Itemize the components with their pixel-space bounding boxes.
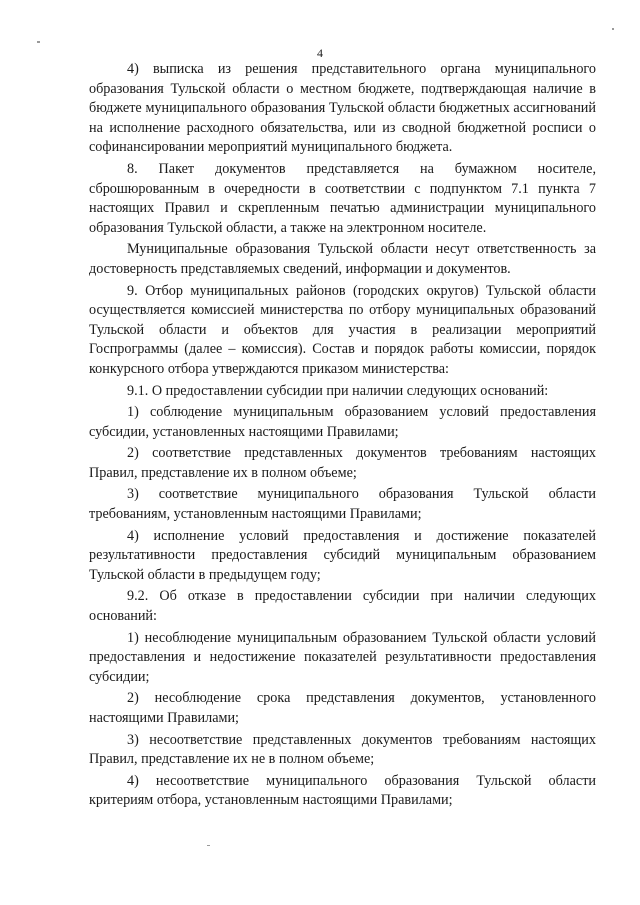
paragraph-responsibility: Муниципальные образования Тульской области несут ответственность за достоверность представляемых сведений, информации и документов. bbox=[89, 241, 596, 277]
list-item: 3) несоответствие представленных документов требованиям настоящих Правил, представление их не в полном объеме; bbox=[89, 731, 596, 768]
list-item: 4) исполнение условий предоставления и достижение показателей результативности предоставления субсидий муниципальным образованием Тульской области в предыдущем году; bbox=[89, 527, 596, 583]
scan-speck bbox=[612, 28, 614, 30]
paragraph-item-8: 8. Пакет документов представляется на бумажном носителе, сброшюрованным в очередности в соответствии с подпунктом 7.1 пункта 7 настоящих Правил и скрепленным печатью администрации муниципального образования Тульской области, а также на электронном носителе. bbox=[89, 160, 596, 236]
list-item: 1) соблюдение муниципальным образованием условий предоставления субсидии, установленных настоящими Правилами; bbox=[89, 404, 596, 440]
scan-speck bbox=[37, 41, 40, 43]
list-item: 4) несоответствие муниципального образования Тульской области критериям отбора, установленным настоящими Правилами; bbox=[89, 772, 596, 809]
list-item: 2) соответствие представленных документов требованиям настоящих Правил, представление их в полном объеме; bbox=[89, 445, 596, 481]
list-item: 3) соответствие муниципального образования Тульской области требованиям, установленным настоящими Правилами; bbox=[89, 486, 596, 523]
paragraph-item-9-2: 9.2. Об отказе в предоставлении субсидии при наличии следующих оснований: bbox=[89, 588, 596, 625]
page-number: 4 bbox=[317, 46, 323, 60]
paragraph-extract-budget: 4) выписка из решения представительного органа муниципального образования Тульской области о местном бюджете, подтверждающая наличие в бюджете муниципального образования Тульской области бюджетных ассигнований на исполнение расходного обязательства, или из сводной бюджетной росписи о софинансировании мероприятий муниципального бюджета. bbox=[89, 61, 596, 156]
list-item: 2) несоблюдение срока представления документов, установленного настоящими Правилами; bbox=[89, 690, 596, 726]
paragraph-item-9-1: 9.1. О предоставлении субсидии при наличии следующих оснований: bbox=[127, 382, 549, 399]
list-item: 1) несоблюдение муниципальным образованием Тульской области условий предоставления и недостижение показателей результативности предоставления субсидии; bbox=[89, 629, 596, 685]
document-body bbox=[89, 60, 596, 811]
paragraph-item-9: 9. Отбор муниципальных районов (городских округов) Тульской области осуществляется комиссией министерства по отбору муниципальных образований Тульской области и объектов для участия в реализации мероприятий Госпрограммы (далее – комиссия). Состав и порядок работы комиссии, порядок конкурсного отбора утверждаются приказом министерства: bbox=[89, 282, 596, 377]
scan-speck bbox=[207, 845, 210, 846]
